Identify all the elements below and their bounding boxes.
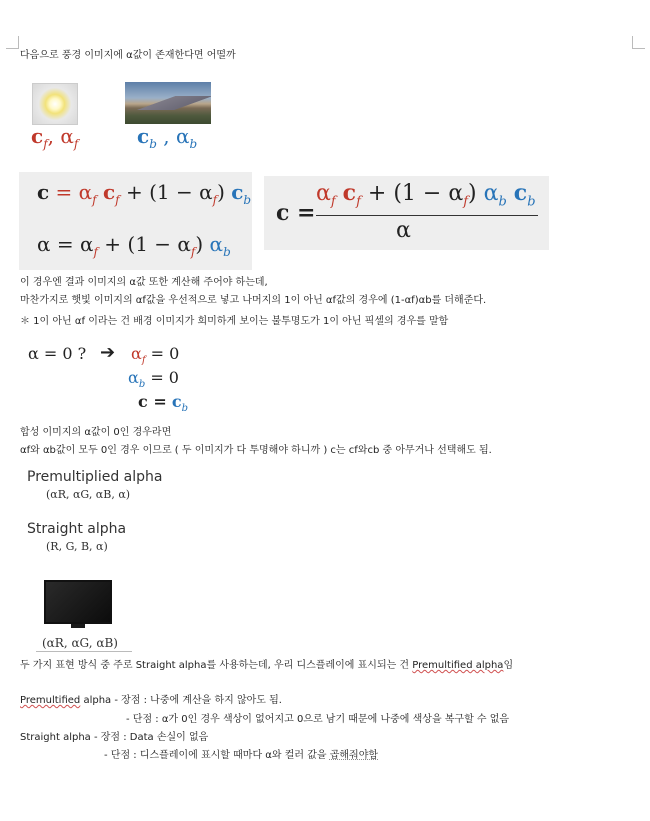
para-note-a: ＊ 1이 아닌 — [20, 316, 75, 327]
num-c-b: c — [513, 180, 528, 206]
straight-title: Straight alpha — [27, 521, 127, 537]
zero-eq-c-lhs: c = — [138, 392, 167, 411]
para-usage-a: 두 가지 표현 방식 중 주로 — [20, 660, 136, 671]
fg-label: $c_f$, $\alpha_f$ — [31, 124, 79, 151]
zero-question — [28, 344, 86, 363]
page-corner-top-right — [632, 36, 645, 49]
zero-eq-af-alpha: α — [131, 344, 142, 363]
formula-alpha-sub1: f — [93, 245, 98, 259]
bg-label-c: c — [137, 124, 150, 148]
para-zero-choice-ab: αb — [42, 445, 56, 456]
para-zero-choice-b: 값이 모두 0인 경우 이므로 ( 두 이미지가 다 투명해야 하니까 ) c는 — [55, 445, 349, 456]
para-zero-case: 합성 이미지의 α값이 0인 경우라면 — [20, 427, 172, 438]
zero-eq-ab-val: = 0 — [150, 368, 179, 387]
zero-eq-af-val: = 0 — [150, 344, 180, 363]
para-sun-alpha-af2: αf — [325, 295, 337, 306]
zero-eq-af — [131, 344, 179, 366]
zero-eq-c — [138, 392, 188, 414]
fraction-bar — [316, 215, 538, 216]
premult-cons: - 단점 : α가 0인 경우 색상이 없어지고 0으로 남기 때문에 나중에 색상을 복구할 수 없음 — [126, 714, 510, 725]
straight-sub: (R, G, B, α) — [46, 540, 108, 553]
page-corner-top-left — [6, 36, 19, 49]
para-sun-alpha-ab: αb — [418, 295, 432, 306]
num-close: ) — [468, 181, 477, 206]
monitor-caption-line — [36, 651, 132, 652]
para-sun-alpha-af3: αf — [404, 295, 415, 306]
premult-pros-term: Premultified — [20, 695, 81, 706]
fg-label-c-sub: f — [43, 137, 48, 151]
para-zero-choice-af: αf — [20, 445, 31, 456]
bg-label-alpha-sub: b — [189, 137, 198, 151]
sun-image — [32, 83, 78, 125]
para-usage-e: 임 — [503, 660, 514, 671]
monitor-stand — [71, 624, 85, 628]
num-alpha-b: α — [483, 181, 499, 206]
num-c-f: c — [342, 180, 357, 206]
para-note — [20, 315, 448, 328]
formula-color-sub3: f — [212, 193, 218, 207]
formula-color-sub2: f — [115, 193, 120, 207]
formula-color-plus: + (1 − α — [125, 180, 213, 204]
formula-alpha-plus: + (1 − α — [104, 232, 191, 256]
formula-color — [37, 180, 251, 207]
para-zero-choice-cf: cf — [348, 445, 358, 456]
para-result-alpha: 이 경우엔 결과 이미지의 α값 또한 계산해 주어야 하는데, — [20, 277, 268, 288]
para-note-af: αf — [74, 316, 86, 327]
formula-alpha-sub3: b — [223, 245, 231, 259]
para-usage — [20, 659, 513, 672]
arrow-icon: ➔ — [100, 342, 116, 363]
formula-alpha-sub2: f — [190, 245, 196, 259]
premult-pros — [20, 694, 282, 707]
fg-label-alpha-sub: f — [73, 137, 79, 151]
para-sun-alpha-e: 를 더해준다. — [431, 295, 487, 306]
para-sun-alpha-b: 값을 우선적으로 넣고 나머지의 1이 아닌 — [145, 295, 326, 306]
num-alpha-f-sub: f — [330, 194, 336, 210]
formula-box-left — [19, 172, 252, 270]
para-zero-choice-c: 와 — [357, 445, 368, 456]
formula-alpha-close: ) — [195, 232, 204, 256]
mountain-shape — [125, 96, 211, 110]
formula-alpha-ab: α — [209, 232, 224, 256]
para-usage-straight: Straight alpha — [135, 660, 207, 671]
formula-color-cb: c — [231, 180, 244, 204]
para-usage-premult: Premultified alpha — [412, 660, 504, 671]
fraction-numerator — [316, 180, 536, 209]
premult-sub: (αR, αG, αB, α) — [46, 488, 131, 501]
fraction-lhs — [276, 200, 316, 226]
formula-color-cf: c — [102, 180, 116, 204]
premult-pros-text: alpha - 장점 : 나중에 계산을 하지 않아도 됨. — [80, 695, 282, 706]
fg-label-alpha: α — [60, 124, 74, 148]
fg-label-c: c — [31, 124, 44, 148]
para-sun-alpha-d: ) — [414, 295, 419, 306]
para-zero-choice-d: 중 아무거나 선택해도 됨. — [379, 445, 492, 456]
zero-eq-c-cb: c — [171, 392, 182, 411]
para-zero-choice — [20, 444, 492, 457]
formula-alpha — [37, 232, 231, 259]
straight-pros: Straight alpha - 장점 : Data 손실이 없음 — [20, 732, 209, 743]
zero-question-text: α = 0 ? — [28, 344, 87, 363]
monitor-caption: (αR, αG, αB) — [42, 636, 118, 650]
premult-title: Premultiplied alpha — [27, 469, 163, 485]
zero-eq-ab — [128, 368, 179, 390]
bg-label-c-sub: b — [149, 137, 157, 151]
para-sun-alpha-c: 값의 경우에 (1- — [336, 295, 405, 306]
para-sun-alpha-af1: αf — [135, 295, 146, 306]
para-sun-alpha-a: 마찬가지로 햇빛 이미지의 — [20, 295, 136, 306]
zero-eq-ab-sub: b — [138, 379, 146, 391]
zero-eq-af-sub: f — [141, 355, 146, 367]
landscape-image — [125, 82, 211, 124]
para-zero-choice-a: 와 — [30, 445, 43, 456]
formula-box-right — [264, 176, 549, 250]
para-usage-c: 를 사용하는데, 우리 디스플레이에 표시되는 건 — [206, 660, 413, 671]
formula-alpha-lhs: α = α — [37, 232, 94, 256]
bg-label: $c_b$ , $\alpha_b$ — [137, 124, 198, 151]
num-plus: + (1 − α — [367, 181, 464, 206]
bg-label-alpha: α — [175, 124, 190, 148]
straight-cons — [104, 749, 378, 762]
formula-color-close: ) — [217, 180, 225, 204]
num-c-b-sub: b — [527, 194, 536, 210]
straight-cons-b: 곱해줘야함 — [329, 750, 379, 761]
para-sun-alpha — [20, 294, 486, 307]
num-alpha-b-sub: b — [498, 194, 507, 210]
straight-cons-a: - 단점 : 디스플레이에 표시할 때마다 α와 컬러 값을 — [104, 750, 330, 761]
num-alpha-f: α — [316, 181, 331, 206]
formula-color-eq: = α — [55, 180, 93, 204]
monitor-icon — [44, 580, 112, 624]
formula-color-sub1: f — [92, 193, 97, 207]
para-zero-choice-cb: cb — [367, 445, 380, 456]
zero-eq-ab-alpha: α — [128, 368, 139, 387]
intro-line: 다음으로 풍경 이미지에 α값이 존재한다면 어떨까 — [20, 50, 236, 61]
formula-color-sub4: b — [243, 193, 252, 207]
formula-color-lhs: c — [37, 180, 50, 204]
num-c-f-sub: f — [356, 194, 361, 210]
num-plus-sub: f — [463, 194, 468, 210]
fraction-denominator: α — [396, 218, 411, 243]
zero-eq-c-sub: b — [181, 403, 188, 415]
para-note-b: 이라는 건 배경 이미지가 희미하게 보이는 불투명도가 1이 아닌 픽셀의 경우를 말함 — [85, 316, 449, 327]
fraction-lhs-text: c = — [276, 200, 316, 226]
